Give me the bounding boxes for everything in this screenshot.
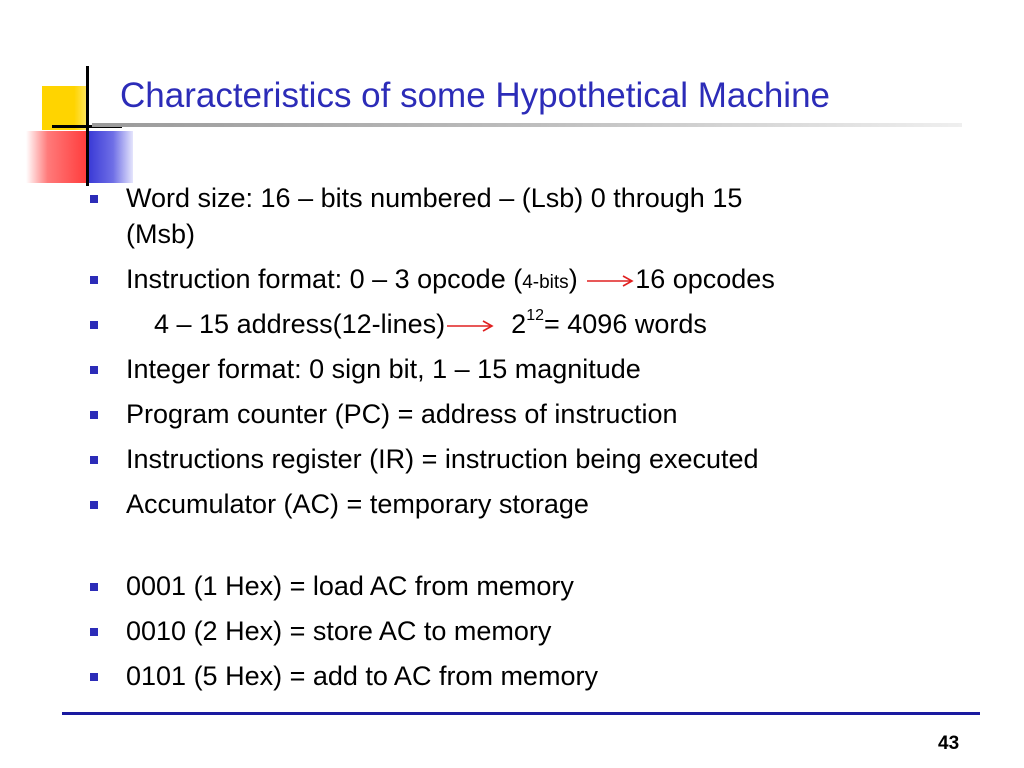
footer-rule (62, 712, 980, 715)
address-base: 2 (511, 309, 527, 339)
bullet-marker (90, 673, 98, 681)
bullet-instruction-format (126, 262, 775, 300)
logo-blue-square (89, 131, 133, 183)
bullet-program-counter (126, 397, 677, 432)
bullet-marker (90, 411, 98, 419)
address-exponent: 12 (526, 307, 544, 324)
page-number: 43 (938, 733, 960, 754)
bullet-word-size (126, 181, 742, 216)
bullet-integer-format (126, 352, 641, 387)
bullet-op-load (126, 569, 574, 604)
op-store-text: 0010 (2 Hex) = store AC to memory (126, 616, 552, 646)
op-add-text: 0101 (5 Hex) = add to AC from memory (126, 661, 598, 691)
title-underline (92, 123, 962, 127)
bullet-word-size-continued (126, 217, 195, 252)
bullet-marker (90, 366, 98, 374)
logo-yellow-square (42, 86, 88, 130)
right-arrow-icon (585, 274, 635, 288)
right-arrow-icon (445, 319, 495, 333)
word-size-text: Word size: 16 – bits numbered – (Lsb) 0 through 15 (126, 183, 743, 213)
bullet-marker (90, 321, 98, 329)
instruction-format-bits: 4-bits (522, 272, 569, 293)
bullet-marker (90, 583, 98, 591)
instruction-register-text: Instructions register (IR) = instruction being executed (126, 444, 759, 474)
bullet-accumulator (126, 487, 589, 522)
address-prefix: 4 – 15 address(12-lines) (154, 309, 446, 339)
instruction-format-suffix: 16 opcodes (635, 264, 775, 294)
address-suffix: = 4096 words (544, 309, 707, 339)
bullet-address (126, 307, 707, 342)
bullet-marker (90, 501, 98, 509)
integer-format-text: Integer format: 0 sign bit, 1 – 15 magnitude (126, 354, 641, 384)
bullet-marker (90, 456, 98, 464)
program-counter-text: Program counter (PC) = address of instruction (126, 399, 678, 429)
slide-title: Characteristics of some Hypothetical Machine (120, 76, 831, 115)
bullet-op-add (126, 659, 598, 694)
bullet-op-store (126, 614, 551, 649)
word-size-text-continued: (Msb) (126, 219, 195, 249)
accumulator-text: Accumulator (AC) = temporary storage (126, 489, 589, 519)
instruction-format-prefix: Instruction format: 0 – 3 opcode ( (126, 264, 523, 294)
bullet-marker (90, 195, 98, 203)
bullet-instruction-register (126, 442, 759, 477)
logo-red-square (26, 131, 88, 183)
instruction-format-close: ) (568, 264, 578, 294)
op-load-text: 0001 (1 Hex) = load AC from memory (126, 571, 574, 601)
bullet-marker (90, 628, 98, 636)
bullet-marker (90, 276, 98, 284)
